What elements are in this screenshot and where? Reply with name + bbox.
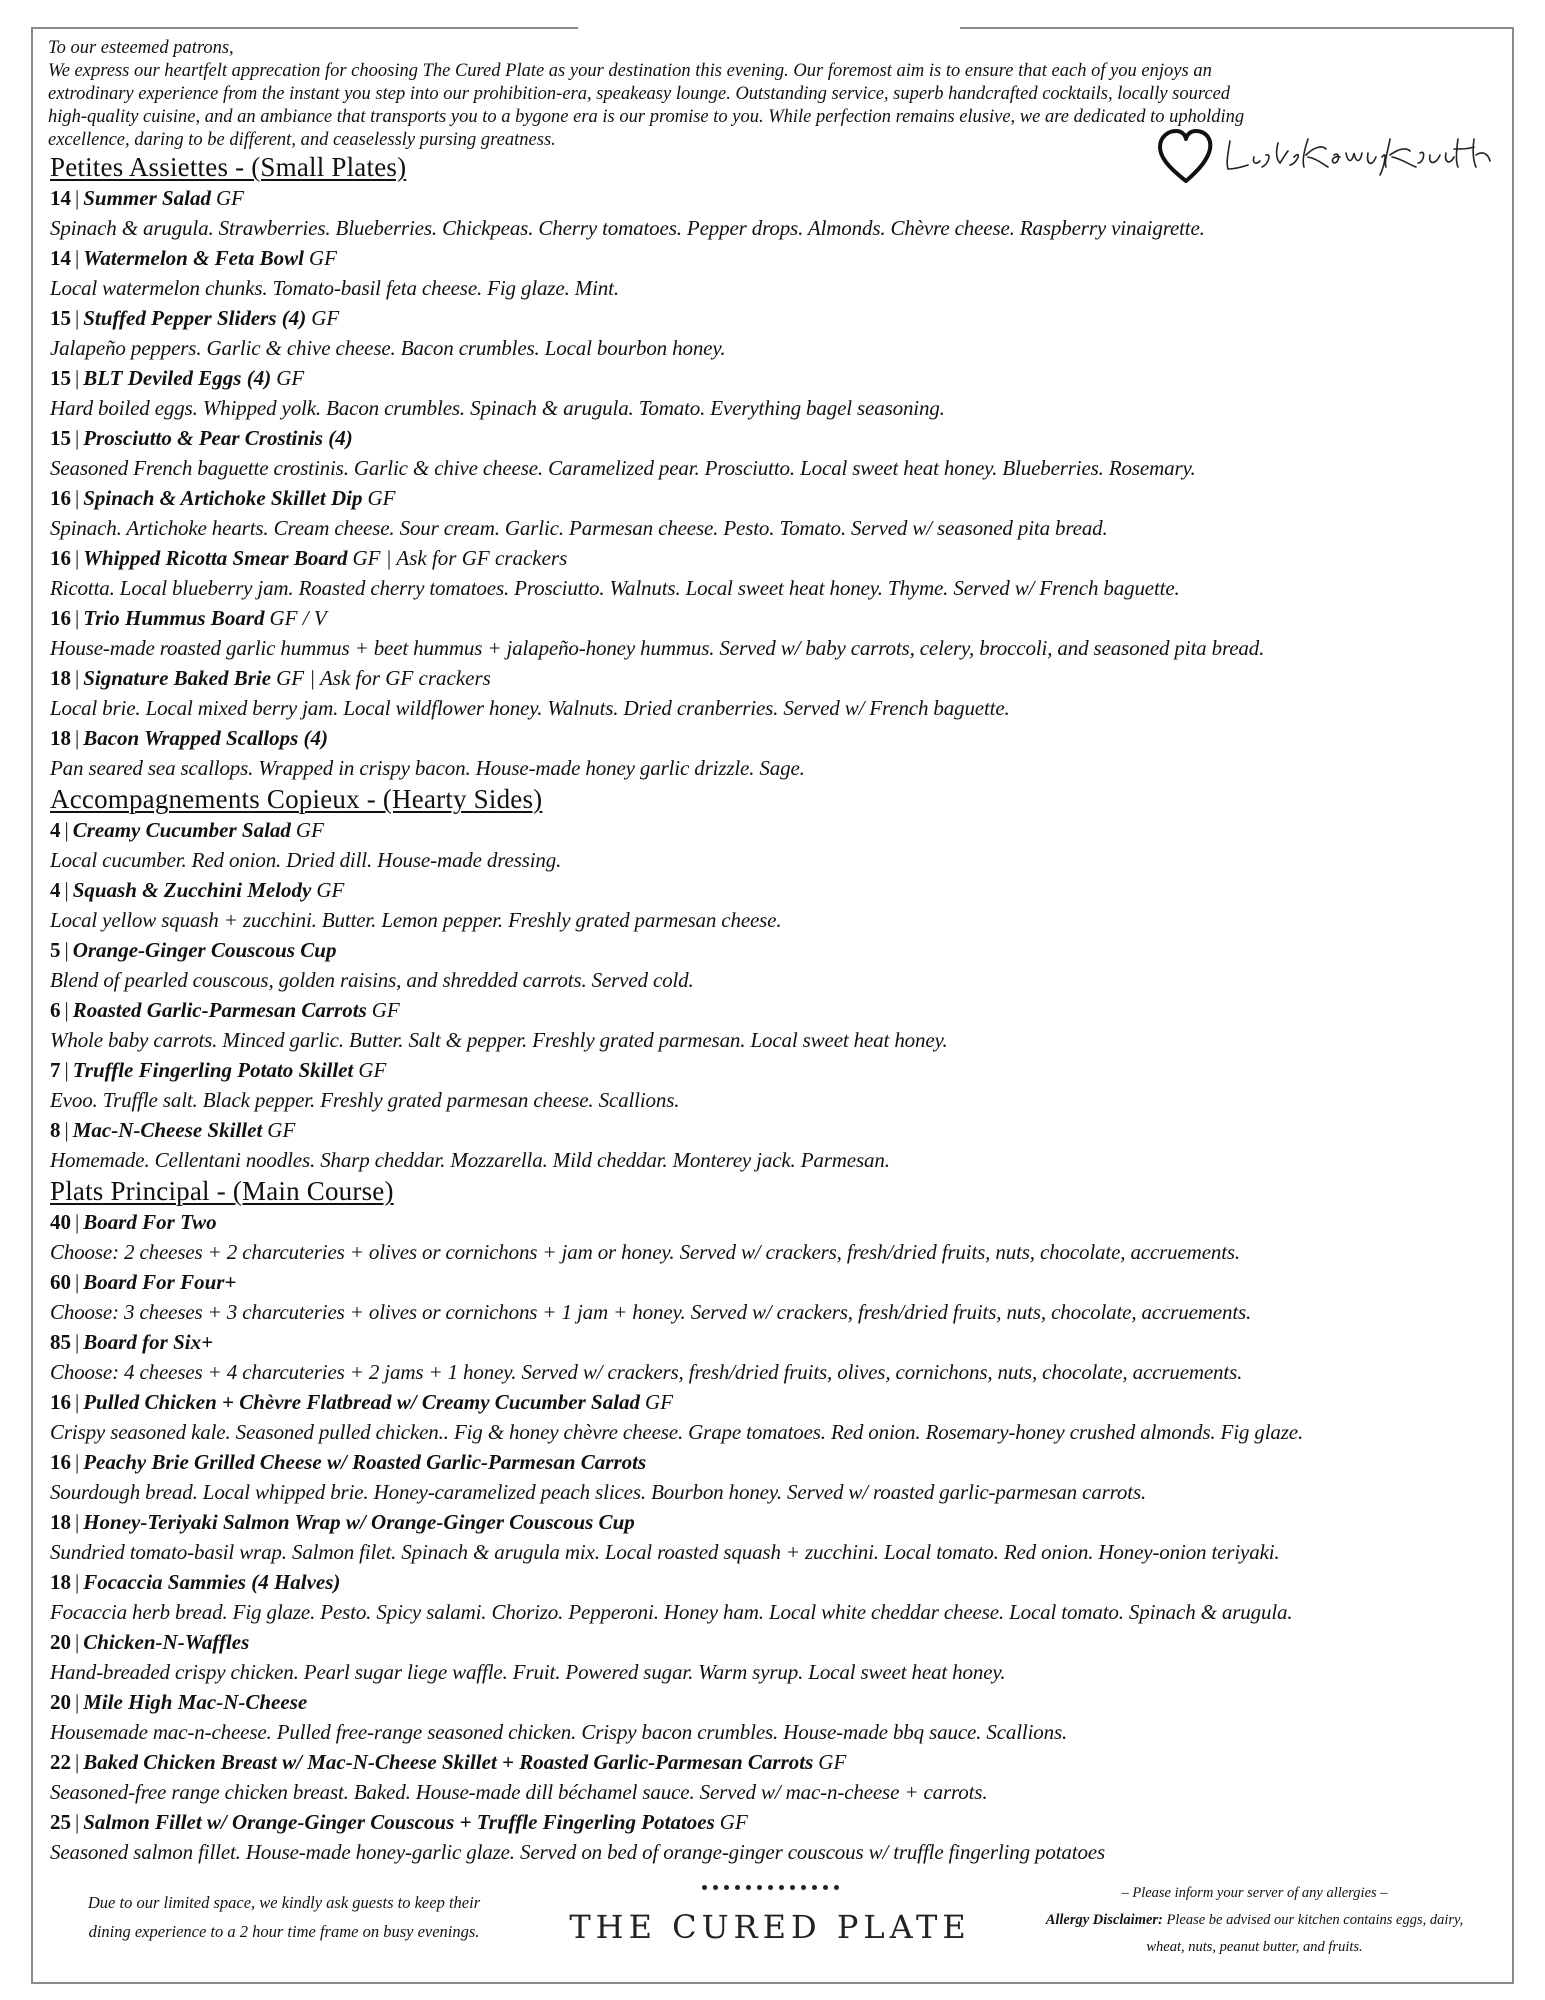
item-tag: GF bbox=[316, 878, 345, 902]
menu-item bbox=[50, 1327, 1510, 1387]
item-price: 4 bbox=[50, 818, 61, 842]
item-description: Choose: 3 cheeses + 3 charcuteries + olives or cornichons + 1 jam + honey. Served w/ crackers, fresh/dried fruits, nuts, chocolate, accruements. bbox=[50, 1300, 1252, 1324]
separator: | bbox=[64, 878, 69, 902]
menu-item bbox=[50, 303, 1510, 363]
item-header bbox=[50, 1115, 1510, 1145]
item-tag: GF bbox=[719, 1810, 748, 1834]
item-tag: GF bbox=[818, 1750, 847, 1774]
item-header bbox=[50, 603, 1510, 633]
menu-content bbox=[50, 151, 1510, 1867]
item-header bbox=[50, 1567, 1510, 1597]
menu-item bbox=[50, 1507, 1510, 1567]
item-price: 20 bbox=[50, 1690, 71, 1714]
disclaimer-text: Please be advised our kitchen contains eggs, dairy, bbox=[1162, 1912, 1464, 1928]
item-header bbox=[50, 483, 1510, 513]
menu-item bbox=[50, 1055, 1510, 1115]
separator: | bbox=[64, 998, 69, 1022]
item-description: Whole baby carrots. Minced garlic. Butter. Salt & pepper. Freshly grated parmesan. Local sweet heat honey. bbox=[50, 1028, 948, 1052]
item-price: 5 bbox=[50, 938, 61, 962]
item-description: Housemade mac-n-cheese. Pulled free-range seasoned chicken. Crispy bacon crumbles. House-made bbq sauce. Scallions. bbox=[50, 1720, 1068, 1744]
item-header bbox=[50, 723, 1510, 753]
item-price: 4 bbox=[50, 878, 61, 902]
item-tag: GF / V bbox=[269, 606, 327, 630]
item-name: Bacon Wrapped Scallops (4) bbox=[83, 726, 329, 750]
item-name: Roasted Garlic-Parmesan Carrots bbox=[72, 998, 367, 1022]
intro-line: We express our heartfelt apprecation for choosing The Cured Plate as your destination this evening. Our foremost aim is to ensure that each of you enjoys an bbox=[48, 61, 1212, 81]
item-tag: GF bbox=[276, 366, 305, 390]
intro-line: To our esteemed patrons, bbox=[48, 38, 234, 58]
item-description: Focaccia herb bread. Fig glaze. Pesto. Spicy salami. Chorizo. Pepperoni. Honey ham. Local white cheddar cheese. Local tomato. Spinach & arugula. bbox=[50, 1600, 1293, 1624]
item-header bbox=[50, 1507, 1510, 1537]
separator: | bbox=[75, 1390, 80, 1414]
item-tag: GF bbox=[267, 1118, 296, 1142]
menu-item bbox=[50, 483, 1510, 543]
dot bbox=[834, 1885, 839, 1890]
separator: | bbox=[75, 1810, 80, 1834]
item-description: Local cucumber. Red onion. Dried dill. House-made dressing. bbox=[50, 848, 562, 872]
menu-item bbox=[50, 723, 1510, 783]
menu-section-main-course bbox=[50, 1175, 1510, 1867]
item-header bbox=[50, 243, 1510, 273]
dot bbox=[812, 1885, 817, 1890]
item-tag: GF bbox=[295, 818, 324, 842]
dot bbox=[746, 1885, 751, 1890]
intro-line: excellence, daring to be different, and ceaselessly pursing greatness. bbox=[48, 130, 556, 150]
dot bbox=[713, 1885, 718, 1890]
item-price: 20 bbox=[50, 1630, 71, 1654]
time-limit-line: dining experience to a 2 hour time frame on busy evenings. bbox=[88, 1922, 480, 1941]
menu-item bbox=[50, 363, 1510, 423]
item-price: 16 bbox=[50, 486, 71, 510]
item-header bbox=[50, 663, 1510, 693]
separator: | bbox=[64, 1118, 69, 1142]
menu-item bbox=[50, 1747, 1510, 1807]
item-name: Stuffed Pepper Sliders (4) bbox=[83, 306, 307, 330]
item-name: Board For Two bbox=[83, 1210, 217, 1234]
item-header bbox=[50, 363, 1510, 393]
item-description: Choose: 4 cheeses + 4 charcuteries + 2 jams + 1 honey. Served w/ crackers, fresh/dried fruits, olives, cornichons, nuts, chocolate, accruements. bbox=[50, 1360, 1243, 1384]
intro-line: high-quality cuisine, and an ambiance that transports you to a bygone era is our promise to you. While perfection remains elusive, we are dedicated to upholding bbox=[48, 107, 1245, 127]
item-description: Sundried tomato-basil wrap. Salmon filet. Spinach & arugula mix. Local roasted squash + zucchini. Local tomato. Red onion. Honey-onion teriyaki. bbox=[50, 1540, 1280, 1564]
item-header bbox=[50, 815, 1510, 845]
item-tag: GF bbox=[311, 306, 340, 330]
menu-item bbox=[50, 1807, 1510, 1867]
item-price: 16 bbox=[50, 606, 71, 630]
item-price: 25 bbox=[50, 1810, 71, 1834]
item-name: Squash & Zucchini Melody bbox=[72, 878, 312, 902]
separator: | bbox=[64, 1058, 69, 1082]
item-price: 7 bbox=[50, 1058, 61, 1082]
separator: | bbox=[75, 1270, 80, 1294]
menu-item bbox=[50, 603, 1510, 663]
time-limit-line: Due to our limited space, we kindly ask guests to keep their bbox=[87, 1893, 481, 1912]
item-description: Seasoned-free range chicken breast. Baked. House-made dill béchamel sauce. Served w/ mac-n-cheese + carrots. bbox=[50, 1780, 988, 1804]
dot bbox=[779, 1885, 784, 1890]
item-name: Signature Baked Brie bbox=[83, 666, 272, 690]
item-tag: GF bbox=[308, 246, 337, 270]
separator: | bbox=[75, 186, 80, 210]
item-name: Watermelon & Feta Bowl bbox=[83, 246, 304, 270]
item-price: 14 bbox=[50, 186, 71, 210]
item-name: Mac-N-Cheese Skillet bbox=[72, 1118, 263, 1142]
item-name: Prosciutto & Pear Crostinis (4) bbox=[83, 426, 353, 450]
menu-item bbox=[50, 1207, 1510, 1267]
item-description: Seasoned salmon fillet. House-made honey-garlic glaze. Served on bed of orange-ginger couscous w/ truffle fingerling potatoes bbox=[50, 1840, 1105, 1864]
item-header bbox=[50, 1055, 1510, 1085]
item-description: Choose: 2 cheeses + 2 charcuteries + olives or cornichons + jam or honey. Served w/ crackers, fresh/dried fruits, nuts, chocolate, accruements. bbox=[50, 1240, 1241, 1264]
item-price: 16 bbox=[50, 546, 71, 570]
item-price: 18 bbox=[50, 1570, 71, 1594]
menu-item bbox=[50, 1567, 1510, 1627]
item-price: 14 bbox=[50, 246, 71, 270]
item-name: Creamy Cucumber Salad bbox=[72, 818, 291, 842]
item-header bbox=[50, 995, 1510, 1025]
separator: | bbox=[75, 1570, 80, 1594]
item-tag: GF | Ask for GF crackers bbox=[352, 546, 568, 570]
border-gap bbox=[578, 24, 960, 32]
item-price: 60 bbox=[50, 1270, 71, 1294]
separator: | bbox=[75, 726, 80, 750]
item-name: Honey-Teriyaki Salmon Wrap w/ Orange-Ginger Couscous Cup bbox=[83, 1510, 635, 1534]
menu-item bbox=[50, 1627, 1510, 1687]
item-price: 16 bbox=[50, 1450, 71, 1474]
separator: | bbox=[64, 938, 69, 962]
item-tag: GF bbox=[367, 486, 396, 510]
item-price: 22 bbox=[50, 1750, 71, 1774]
disclaimer-line-2: wheat, nuts, peanut butter, and fruits. bbox=[1146, 1939, 1363, 1955]
brand-logo bbox=[565, 1885, 975, 1945]
item-header bbox=[50, 1627, 1510, 1657]
item-header bbox=[50, 1447, 1510, 1477]
menu-item bbox=[50, 543, 1510, 603]
separator: | bbox=[75, 306, 80, 330]
item-name: Peachy Brie Grilled Cheese w/ Roasted Garlic-Parmesan Carrots bbox=[83, 1450, 647, 1474]
brand-name: THE CURED PLATE bbox=[569, 1908, 971, 1946]
item-description: Homemade. Cellentani noodles. Sharp cheddar. Mozzarella. Mild cheddar. Monterey jack. Parmesan. bbox=[50, 1148, 890, 1172]
item-header bbox=[50, 423, 1510, 453]
item-description: Blend of pearled couscous, golden raisins, and shredded carrots. Served cold. bbox=[50, 968, 694, 992]
item-name: Truffle Fingerling Potato Skillet bbox=[72, 1058, 354, 1082]
menu-item bbox=[50, 1115, 1510, 1175]
menu-item bbox=[50, 815, 1510, 875]
dot bbox=[702, 1885, 707, 1890]
item-description: Hand-breaded crispy chicken. Pearl sugar liege waffle. Fruit. Powered sugar. Warm syrup. Local sweet heat honey. bbox=[50, 1660, 1006, 1684]
dot bbox=[823, 1885, 828, 1890]
item-name: Summer Salad bbox=[83, 186, 212, 210]
intro-line: extrodinary experience from the instant you step into our prohibition-era, speakeasy lounge. Outstanding service, superb handcrafted cocktails, locally sourced bbox=[48, 84, 1231, 104]
separator: | bbox=[75, 1330, 80, 1354]
disclaimer-line bbox=[1002, 1907, 1507, 1934]
separator: | bbox=[75, 246, 80, 270]
item-price: 6 bbox=[50, 998, 61, 1022]
separator: | bbox=[75, 666, 80, 690]
item-price: 8 bbox=[50, 1118, 61, 1142]
item-price: 18 bbox=[50, 666, 71, 690]
item-name: Salmon Fillet w/ Orange-Ginger Couscous + Truffle Fingerling Potatoes bbox=[83, 1810, 715, 1834]
menu-item bbox=[50, 935, 1510, 995]
item-tag: GF bbox=[216, 186, 245, 210]
dot bbox=[768, 1885, 773, 1890]
item-tag: GF bbox=[358, 1058, 387, 1082]
item-name: Focaccia Sammies (4 Halves) bbox=[83, 1570, 341, 1594]
item-description: Hard boiled eggs. Whipped yolk. Bacon crumbles. Spinach & arugula. Tomato. Everything bagel seasoning. bbox=[50, 396, 945, 420]
item-description: Spinach & arugula. Strawberries. Blueberries. Chickpeas. Cherry tomatoes. Pepper drops. Almonds. Chèvre cheese. Raspberry vinaigrette. bbox=[50, 216, 1205, 240]
item-name: Board For Four+ bbox=[83, 1270, 237, 1294]
item-description: Seasoned French baguette crostinis. Garlic & chive cheese. Caramelized pear. Prosciutto. Local sweet heat honey. Blueberries. Rosemary. bbox=[50, 456, 1196, 480]
item-description: Sourdough bread. Local whipped brie. Honey-caramelized peach slices. Bourbon honey. Served w/ roasted garlic-parmesan carrots. bbox=[50, 1480, 1147, 1504]
item-header bbox=[50, 1387, 1510, 1417]
item-name: Spinach & Artichoke Skillet Dip bbox=[83, 486, 363, 510]
item-tag: GF bbox=[645, 1390, 674, 1414]
item-name: Mile High Mac-N-Cheese bbox=[83, 1690, 308, 1714]
menu-item bbox=[50, 663, 1510, 723]
item-price: 15 bbox=[50, 366, 71, 390]
item-name: Trio Hummus Board bbox=[83, 606, 265, 630]
item-name: BLT Deviled Eggs (4) bbox=[83, 366, 272, 390]
item-name: Whipped Ricotta Smear Board bbox=[83, 546, 348, 570]
item-price: 15 bbox=[50, 426, 71, 450]
item-name: Orange-Ginger Couscous Cup bbox=[72, 938, 337, 962]
item-description: Evoo. Truffle salt. Black pepper. Freshly grated parmesan cheese. Scallions. bbox=[50, 1088, 680, 1112]
item-header bbox=[50, 1327, 1510, 1357]
item-description: Crispy seasoned kale. Seasoned pulled chicken.. Fig & honey chèvre cheese. Grape tomatoes. Red onion. Rosemary-honey crushed almonds. Fig glaze. bbox=[50, 1420, 1304, 1444]
separator: | bbox=[64, 818, 69, 842]
item-tag: GF bbox=[371, 998, 400, 1022]
item-description: Pan seared sea scallops. Wrapped in crispy bacon. House-made honey garlic drizzle. Sage. bbox=[50, 756, 805, 780]
time-limit-note bbox=[44, 1888, 524, 1946]
brand-dots bbox=[565, 1885, 975, 1895]
item-header bbox=[50, 1687, 1510, 1717]
item-header bbox=[50, 303, 1510, 333]
item-description: Local watermelon chunks. Tomato-basil feta cheese. Fig glaze. Mint. bbox=[50, 276, 619, 300]
item-header bbox=[50, 543, 1510, 573]
item-price: 85 bbox=[50, 1330, 71, 1354]
item-header bbox=[50, 183, 1510, 213]
separator: | bbox=[75, 1210, 80, 1234]
item-price: 16 bbox=[50, 1390, 71, 1414]
separator: | bbox=[75, 1630, 80, 1654]
item-name: Baked Chicken Breast w/ Mac-N-Cheese Skillet + Roasted Garlic-Parmesan Carrots bbox=[83, 1750, 814, 1774]
item-header bbox=[50, 1747, 1510, 1777]
separator: | bbox=[75, 1750, 80, 1774]
allergy-note: – Please inform your server of any allergies – bbox=[1121, 1885, 1388, 1901]
dot bbox=[790, 1885, 795, 1890]
menu-item bbox=[50, 1387, 1510, 1447]
menu-section-hearty-sides bbox=[50, 783, 1510, 1175]
item-description: House-made roasted garlic hummus + beet hummus + jalapeño-honey hummus. Served w/ baby carrots, celery, broccoli, and seasoned pita bread. bbox=[50, 636, 1265, 660]
menu-item bbox=[50, 1447, 1510, 1507]
menu-item bbox=[50, 875, 1510, 935]
menu-item bbox=[50, 243, 1510, 303]
separator: | bbox=[75, 1690, 80, 1714]
item-description: Jalapeño peppers. Garlic & chive cheese. Bacon crumbles. Local bourbon honey. bbox=[50, 336, 726, 360]
item-description: Local yellow squash + zucchini. Butter. Lemon pepper. Freshly grated parmesan cheese. bbox=[50, 908, 782, 932]
item-price: 18 bbox=[50, 1510, 71, 1534]
dot bbox=[757, 1885, 762, 1890]
item-price: 15 bbox=[50, 306, 71, 330]
section-title: Accompagnements Copieux - (Hearty Sides) bbox=[50, 784, 543, 814]
menu-item bbox=[50, 1687, 1510, 1747]
dot bbox=[801, 1885, 806, 1890]
menu-section-small-plates bbox=[50, 151, 1510, 783]
dot bbox=[724, 1885, 729, 1890]
separator: | bbox=[75, 1450, 80, 1474]
menu-item bbox=[50, 183, 1510, 243]
item-header bbox=[50, 875, 1510, 905]
item-description: Ricotta. Local blueberry jam. Roasted cherry tomatoes. Prosciutto. Walnuts. Local sweet heat honey. Thyme. Served w/ French baguette. bbox=[50, 576, 1180, 600]
separator: | bbox=[75, 486, 80, 510]
item-price: 40 bbox=[50, 1210, 71, 1234]
section-title: Petites Assiettes - (Small Plates) bbox=[50, 152, 407, 182]
item-header bbox=[50, 1207, 1510, 1237]
allergy-disclaimer bbox=[1002, 1880, 1507, 1961]
dot bbox=[735, 1885, 740, 1890]
menu-item bbox=[50, 1267, 1510, 1327]
item-name: Pulled Chicken + Chèvre Flatbread w/ Creamy Cucumber Salad bbox=[83, 1390, 641, 1414]
separator: | bbox=[75, 426, 80, 450]
item-description: Local brie. Local mixed berry jam. Local wildflower honey. Walnuts. Dried cranberries. Served w/ French baguette. bbox=[50, 696, 1010, 720]
item-description: Spinach. Artichoke hearts. Cream cheese. Sour cream. Garlic. Parmesan cheese. Pesto. Tomato. Served w/ seasoned pita bread. bbox=[50, 516, 1108, 540]
item-name: Chicken-N-Waffles bbox=[83, 1630, 250, 1654]
separator: | bbox=[75, 366, 80, 390]
separator: | bbox=[75, 606, 80, 630]
item-header bbox=[50, 1807, 1510, 1837]
item-price: 18 bbox=[50, 726, 71, 750]
menu-item bbox=[50, 423, 1510, 483]
separator: | bbox=[75, 1510, 80, 1534]
separator: | bbox=[75, 546, 80, 570]
item-header bbox=[50, 935, 1510, 965]
item-header bbox=[50, 1267, 1510, 1297]
section-title: Plats Principal - (Main Course) bbox=[50, 1176, 394, 1206]
item-tag: GF | Ask for GF crackers bbox=[276, 666, 491, 690]
disclaimer-label: Allergy Disclaimer: bbox=[1045, 1912, 1163, 1928]
item-name: Board for Six+ bbox=[83, 1330, 214, 1354]
menu-item bbox=[50, 995, 1510, 1055]
